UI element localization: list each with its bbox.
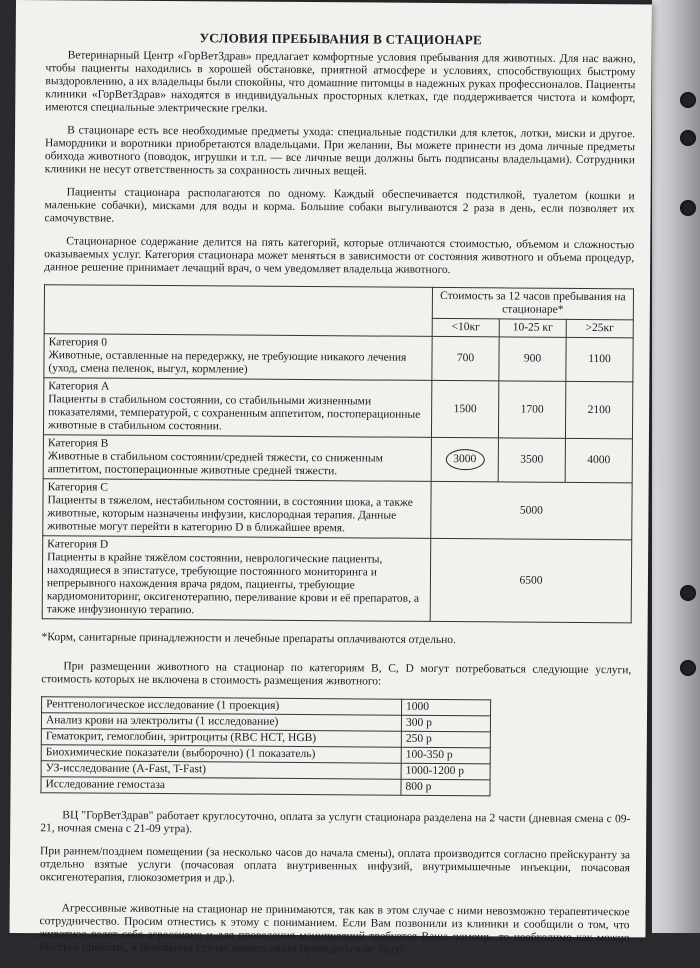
- intro-paragraph: Пациенты стационара располагаются по одному. Каждый обеспечивается подстилкой, туалетом (кошки и маленькие собачки), мисками для воды и корма. Большие собаки выгуливаются 2 раза в день, если позволяет их самочувствие.: [44, 186, 635, 225]
- category-description: Пациенты в стабильном состоянии, со стабильными жизненными показателями, температурой, с сохраненным аппетитом, постоперационные животные в стабильном состоянии.: [47, 393, 421, 433]
- price-cell: 3500: [498, 438, 565, 482]
- price-cell: [431, 437, 498, 481]
- intro-paragraph: Стационарное содержание делится на пять категорий, которые отличаются стоимостью, объемом и сложностью оказываемых услуг. Категория стационара может меняться в зависимости от состояния животного и объема процедур, данное решение принимает лечащий врач, о чем уведомляет владельца животного.: [44, 235, 635, 277]
- service-price: 100-350 р: [401, 747, 490, 764]
- service-price: 250 р: [401, 731, 490, 748]
- price-cell: 5000: [431, 481, 632, 539]
- binder-hole: [680, 660, 696, 676]
- price-table: [42, 284, 634, 623]
- document-content: [39, 30, 636, 968]
- table-row: [41, 777, 490, 796]
- services-table: [40, 696, 491, 796]
- category-description: Животные, оставленные на передержку, не требующие никакого лечения (уход, смена пеленок, выгул, кормление): [48, 349, 407, 376]
- price-cell: 2100: [565, 381, 632, 438]
- outro-paragraph: Агрессивные животные на стационар не принимаются, так как в этом случае с ними невозможно терапевтическое сотрудничество. Просим отнестись к этому с пониманием. Если Вам позвонили из клиники и сообщили о том, что животное ведет себя агрессивно и для проведения манипуляций требуется Ваша помощь, то необходимо как можно быстрее приехать, в противном случае манипуляции проводиться не будут.: [39, 902, 630, 956]
- circled-price: 3000: [445, 449, 484, 470]
- weight-header: 10-25 кг: [499, 319, 566, 337]
- price-cell: 1100: [566, 337, 633, 381]
- category-name: Категория A: [48, 380, 110, 393]
- service-price: 1000: [402, 699, 491, 716]
- table-row: [42, 536, 632, 623]
- category-cell: [43, 479, 431, 539]
- category-cell: [43, 378, 431, 438]
- binder-background: [652, 0, 700, 933]
- services-intro: При размещении животного на стационар по категориям B, C, D могут потребоваться следующие услуги, стоимость которых не включена в стоимость размещения животного:: [41, 660, 632, 688]
- outro-paragraph: ВЦ "ГорВетЗдрав" работает круглосуточно, оплата за услуги стационара разделена на 2 части (дневная смена с 09-21, ночная смена с 21-09 утра).: [40, 809, 631, 836]
- service-name: Гематокрит, гемоглобин, эритроциты (RBC HCT, HGB): [41, 729, 401, 748]
- weight-header: >25кг: [566, 319, 633, 337]
- price-table-header: [44, 285, 633, 320]
- service-price: 1000-1200 р: [401, 763, 490, 780]
- document-title: УСЛОВИЯ ПРЕБЫВАНИЯ В СТАЦИОНАРЕ: [199, 30, 483, 48]
- footnote: *Корм, санитарные принадлежности и лечебные препараты оплачиваются отдельно.: [41, 631, 456, 647]
- table-row: [43, 435, 632, 483]
- binder-hole: [680, 130, 696, 146]
- service-name: УЗ-исследование (A-Fast, T-Fast): [41, 761, 401, 780]
- category-name: Категория C: [47, 481, 109, 494]
- category-name: Категория 0: [48, 336, 108, 349]
- table-row: [44, 334, 633, 382]
- price-cell: 1500: [431, 380, 498, 437]
- binder-hole: [680, 585, 696, 601]
- category-cell: [42, 536, 431, 622]
- service-name: Анализ крови на электролиты (1 исследование): [41, 713, 401, 732]
- service-name: Рентгенологическое исследование (1 проекция): [42, 697, 402, 716]
- category-description: Животные в стабильном состоянии/средней тяжести, со сниженным аппетитом, постоперационные животные средней тяжести.: [47, 450, 383, 478]
- header-blank-cell: [44, 285, 432, 337]
- weight-header: <10кг: [432, 318, 499, 336]
- binder-hole: [680, 200, 696, 216]
- service-name: Исследование гемостаза: [41, 777, 401, 796]
- price-cell: 1700: [498, 381, 565, 438]
- price-cell: 900: [499, 337, 566, 381]
- service-name: Биохимические показатели (выборочно) (1 показатель): [41, 745, 401, 764]
- price-cell: 700: [432, 336, 499, 380]
- outro-paragraph: При раннем/позднем помещении (за несколько часов до начала смены), оплата производится согласно прейскуранту за отдельно взятые услуги (почасовая оплата внутривенных инфузий, внутримышечные инъекции, почасовая оксигенотерапия, глюкозометрия и др.).: [39, 845, 631, 885]
- category-name: Категория B: [47, 437, 109, 450]
- document-sheet: [9, 0, 651, 956]
- category-name: Категория D: [47, 538, 109, 551]
- price-cell: 4000: [565, 438, 632, 482]
- table-row: [43, 378, 632, 439]
- category-cell: [44, 334, 432, 381]
- category-description: Пациенты в тяжелом, нестабильном состоянии, в состоянии шока, а также животные, которым назначены инфузии, кислородная терапия. Данные животные могут перейти в категорию D в ближайшее время.: [47, 494, 413, 535]
- service-price: 300 р: [401, 715, 490, 732]
- table-row: [43, 479, 632, 540]
- category-description: Пациенты в крайне тяжёлом состоянии, неврологические пациенты, находящиеся в эпистатусе, требующие постоянного мониторинга и непрерывного нахождения врача рядом, пациенты, требующие кардиомониторинг, оксигенотерапию, переливание крови и её препаратов, а также инфузионную терапию.: [46, 551, 419, 617]
- binder-hole: [680, 92, 696, 108]
- service-price: 800 р: [401, 779, 490, 796]
- intro-paragraph: В стационаре есть все необходимые предметы ухода: специальные подстилки для клеток, лотки, миски и другое. Намордники и воротники приобретаются владельцами. При желании, Вы можете принести из дома личные предметы обихода животного (поводок, игрушки и т.п. — все личные вещи должны быть подписаны владельцами). Сотрудники клиники не несут ответственность за сохранность личных вещей.: [44, 124, 636, 178]
- header-cost: Стоимость за 12 часов пребывания на стационаре*: [432, 287, 633, 319]
- category-cell: [43, 435, 431, 482]
- price-cell: 6500: [430, 538, 632, 622]
- intro-paragraph: Ветеринарный Центр «ГорВетЗдрав» предлагает комфортные условия пребывания для животных. Для нас важно, чтобы пациенты находились в хорошей обстановке, приятной атмосфере и условиях, способствующих быстрому выздоровлению, а их владельцы были спокойны, что домашние питомцы в надежных руках профессионалов. Пациенты клиники «ГорВетЗдрав» находятся в индивидуальных просторных клетках, где поддерживается чистота и комфорт, имеются специальные электрические грелки.: [45, 49, 636, 115]
